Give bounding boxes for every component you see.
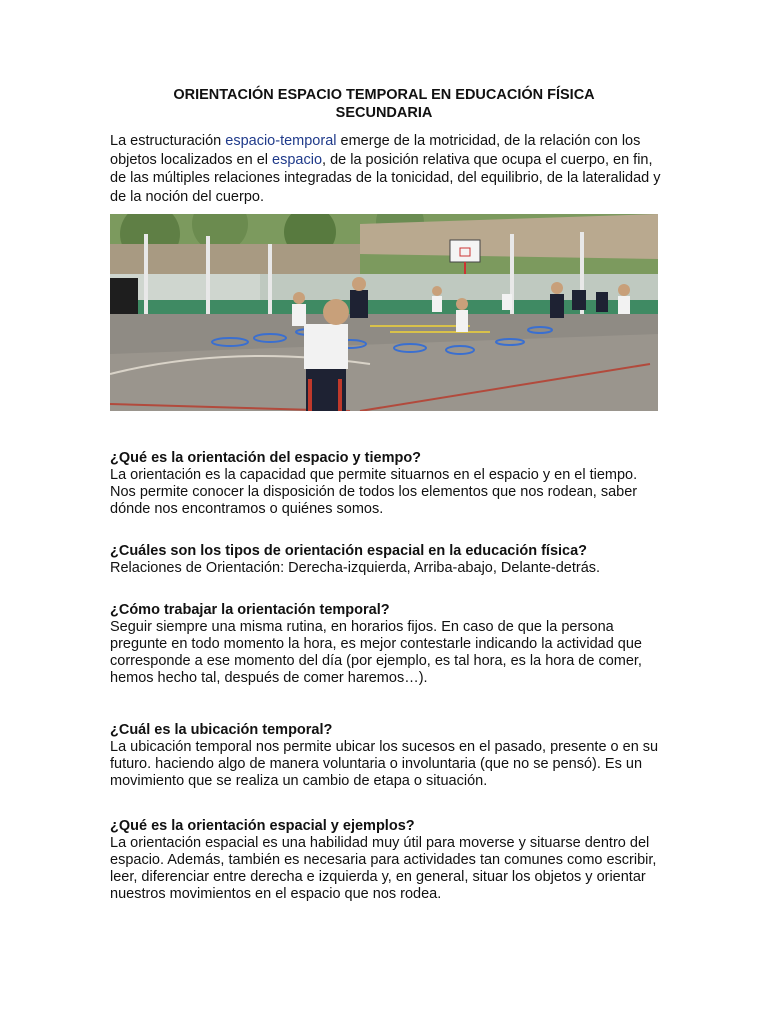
question-heading: ¿Qué es la orientación espacial y ejemplos? [110, 818, 415, 834]
answer-text: La orientación espacial es una habilidad muy útil para moverse y situarse dentro del espacio. Además, también es necesaria para actividades tan comunes como escribir, leer, diferenciar entre derecha e izquierda y, en general, situar los objetos y orientar nuestros movimientos en el espacio que nos rodea. [110, 835, 657, 902]
document-title [110, 86, 658, 122]
qa-section-5 [110, 818, 666, 903]
question-heading: ¿Cuáles son los tipos de orientación espacial en la educación física? [110, 543, 588, 559]
schoolyard-photo [110, 214, 658, 411]
qa-section-3 [110, 602, 666, 687]
question-heading: ¿Cómo trabajar la orientación temporal? [110, 602, 390, 618]
espacio-link[interactable]: espacio [272, 151, 323, 168]
answer-text: La ubicación temporal nos permite ubicar los sucesos en el pasado, presente o en su futuro. haciendo algo de manera voluntaria o involuntaria (que no se pensó). Es un movimiento que se realiza un cambio de etapa o situación. [110, 739, 659, 789]
intro-paragraph [110, 132, 662, 206]
title-line-2: SECUNDARIA [335, 105, 433, 121]
espacio-temporal-link[interactable]: espacio-temporal [225, 133, 337, 149]
qa-section-4 [110, 722, 666, 790]
answer-text: Relaciones de Orientación: Derecha-izquierda, Arriba-abajo, Delante-detrás. [110, 560, 601, 576]
qa-section-1 [110, 450, 666, 518]
question-heading: ¿Cuál es la ubicación temporal? [110, 722, 333, 738]
answer-text: Seguir siempre una misma rutina, en horarios fijos. En caso de que la persona pregunte en todo momento la hora, es mejor contestarle indicando la actividad que corresponde a ese momento del día (por ejemplo, es tal hora, es la hora de comer, hemos hecho tal, después de comer haremos…). [110, 619, 642, 686]
qa-section-2 [110, 543, 666, 577]
intro-text-2: emerge de la motricidad, de la relación con los objetos localizados en el [110, 133, 641, 168]
title-line-1: ORIENTACIÓN ESPACIO TEMPORAL EN EDUCACIÓN FÍSICA [173, 87, 595, 103]
question-heading: ¿Qué es la orientación del espacio y tiempo? [110, 450, 422, 466]
intro-text-1: La estructuración [110, 133, 226, 149]
answer-text: La orientación es la capacidad que permite situarnos en el espacio y en el tiempo. Nos permite conocer la disposición de todos los elementos que nos rodean, saber dónde nos encontramos o quiénes somos. [110, 467, 638, 517]
intro-text-3: , de la posición relativa que ocupa el cuerpo, en fin, de las múltiples relaciones integradas de la tonicidad, del equilibrio, de la lateralidad y de la noción del cuerpo. [110, 151, 661, 205]
